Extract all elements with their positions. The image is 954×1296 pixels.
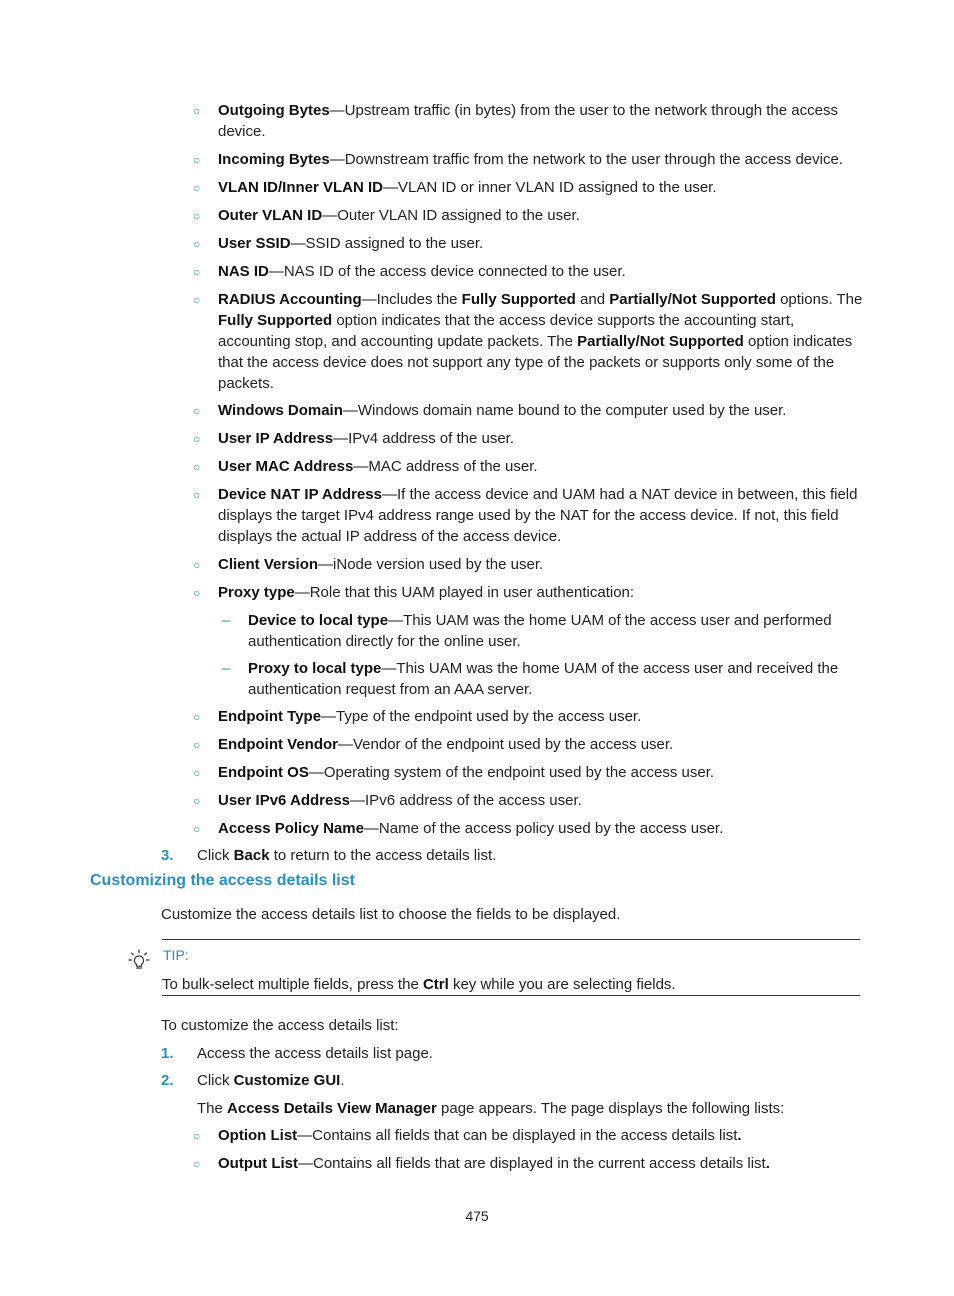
field-term: Incoming Bytes xyxy=(218,151,330,168)
field-term: User SSID xyxy=(218,235,291,252)
intro-paragraph: Customize the access details list to choose the fields to be displayed. xyxy=(161,906,621,923)
field-desc: —Includes the xyxy=(361,291,462,308)
field-term: Outgoing Bytes xyxy=(218,102,330,119)
field-term: Client Version xyxy=(218,556,319,573)
list-item xyxy=(0,177,954,198)
field-term: Device NAT IP Address xyxy=(218,486,382,503)
sub-list-item xyxy=(0,610,954,652)
circle-bullet-icon: ○ xyxy=(193,104,201,118)
tip-top-rule xyxy=(162,939,860,940)
field-term: RADIUS Accounting xyxy=(218,291,362,308)
field-term: Endpoint Vendor xyxy=(218,736,338,753)
field-term: Access Policy Name xyxy=(218,820,364,837)
field-desc: —Outer VLAN ID assigned to the user. xyxy=(322,207,580,224)
field-desc: —Name of the access policy used by the access user. xyxy=(363,820,724,837)
field-term: Output List xyxy=(218,1155,298,1172)
step-text: Click xyxy=(197,1072,234,1089)
option-name: Fully Supported xyxy=(218,312,333,329)
circle-bullet-icon: ○ xyxy=(193,404,201,418)
field-desc: —Windows domain name bound to the computer used by the user. xyxy=(342,402,787,419)
step-number: 1. xyxy=(161,1045,174,1062)
field-desc: —Type of the endpoint used by the access user. xyxy=(321,708,642,725)
page-number: 475 xyxy=(465,1208,489,1224)
tip-bottom-rule xyxy=(162,995,860,996)
field-desc: option indicates that the access device does not support any type of the packets or supports only some of the packets. xyxy=(218,333,853,392)
list-item xyxy=(0,233,954,254)
list-item xyxy=(0,1153,954,1174)
field-desc: —iNode version used by the user. xyxy=(318,556,544,573)
period: . xyxy=(765,1155,770,1172)
field-term: Endpoint OS xyxy=(218,764,309,781)
list-item xyxy=(0,818,954,839)
list-item xyxy=(0,554,954,575)
step-number: 2. xyxy=(161,1072,174,1089)
field-term: Windows Domain xyxy=(218,402,343,419)
sub-list-item xyxy=(0,658,954,700)
circle-bullet-icon: ○ xyxy=(193,153,201,167)
step-text: Access the access details list page. xyxy=(197,1045,433,1062)
procedure-intro: To customize the access details list: xyxy=(161,1017,399,1034)
field-desc: —Downstream traffic from the network to the user through the access device. xyxy=(329,151,843,168)
field-desc: —MAC address of the user. xyxy=(353,458,538,475)
tip-text-part: key while you are selecting fields. xyxy=(448,976,676,993)
circle-bullet-icon: ○ xyxy=(193,558,201,572)
bullet-list-top xyxy=(0,100,954,866)
field-desc: and xyxy=(575,291,610,308)
circle-bullet-icon: ○ xyxy=(193,181,201,195)
list-item xyxy=(0,484,954,547)
page-name: Access Details View Manager xyxy=(227,1100,437,1117)
field-desc: —VLAN ID or inner VLAN ID assigned to the user. xyxy=(383,179,717,196)
field-term: Proxy type xyxy=(218,584,295,601)
circle-bullet-icon: ○ xyxy=(193,586,201,600)
field-desc: —If the access device and UAM had a NAT device in between, this field displays the target IPv4 address range used by the NAT for the access device. If not, this field displays the actual IP address of the access device. xyxy=(218,486,858,545)
step-text: Click xyxy=(197,847,234,864)
circle-bullet-icon: ○ xyxy=(193,794,201,808)
field-term: VLAN ID/Inner VLAN ID xyxy=(218,179,384,196)
step-text: The xyxy=(197,1100,228,1117)
button-name: Customize GUI xyxy=(233,1072,341,1089)
step-text: to return to the access details list. xyxy=(269,847,497,864)
list-item xyxy=(0,734,954,755)
tip-label: TIP: xyxy=(163,947,189,963)
step-number: 3. xyxy=(161,847,174,864)
circle-bullet-icon: ○ xyxy=(193,209,201,223)
field-term: NAS ID xyxy=(218,263,269,280)
list-item-radius-accounting xyxy=(0,289,954,394)
field-desc: —SSID assigned to the user. xyxy=(290,235,484,252)
section-heading: Customizing the access details list xyxy=(90,872,355,889)
field-desc: option indicates that the access device supports the accounting start, accounting stop, and accounting update packets. The xyxy=(218,312,795,350)
field-desc: —IPv4 address of the user. xyxy=(333,430,514,447)
list-item xyxy=(0,149,954,170)
circle-bullet-icon: ○ xyxy=(193,766,201,780)
circle-bullet-icon: ○ xyxy=(193,237,201,251)
field-term: User IP Address xyxy=(218,430,334,447)
field-desc: —NAS ID of the access device connected to the user. xyxy=(268,263,626,280)
step-2-description xyxy=(0,1098,954,1119)
field-term: Endpoint Type xyxy=(218,708,322,725)
field-desc: —This UAM was the home UAM of the access user and received the authentication request from an AAA server. xyxy=(248,660,839,698)
step-1 xyxy=(0,1043,954,1064)
option-name: Partially/Not Supported xyxy=(609,291,776,308)
field-desc: —Operating system of the endpoint used by the access user. xyxy=(308,764,715,781)
field-desc: —IPv6 address of the access user. xyxy=(350,792,582,809)
field-term: User IPv6 Address xyxy=(218,792,351,809)
field-term: Proxy to local type xyxy=(248,660,382,677)
field-desc: —This UAM was the home UAM of the access user and performed authentication directly for the online user. xyxy=(248,612,832,650)
step-3 xyxy=(0,845,954,866)
option-name: Partially/Not Supported xyxy=(577,333,744,350)
key-name: Ctrl xyxy=(422,976,449,993)
circle-bullet-icon: ○ xyxy=(193,432,201,446)
field-term: Outer VLAN ID xyxy=(218,207,323,224)
procedure-steps xyxy=(0,1043,954,1174)
circle-bullet-icon: ○ xyxy=(193,460,201,474)
step-text: page appears. The page displays the following lists: xyxy=(436,1100,785,1117)
field-desc: —Contains all fields that can be displayed in the access details list xyxy=(297,1127,738,1144)
field-desc: —Role that this UAM played in user authentication: xyxy=(294,584,635,601)
field-desc: —Upstream traffic (in bytes) from the user to the network through the access device. xyxy=(218,102,838,140)
list-item xyxy=(0,706,954,727)
field-desc: options. The xyxy=(775,291,863,308)
step-text: . xyxy=(340,1072,345,1089)
step-2 xyxy=(0,1070,954,1091)
list-item xyxy=(0,456,954,477)
circle-bullet-icon: ○ xyxy=(193,822,201,836)
list-item xyxy=(0,261,954,282)
field-term: Device to local type xyxy=(248,612,389,629)
circle-bullet-icon: ○ xyxy=(193,1129,201,1143)
list-item xyxy=(0,582,954,603)
option-name: Fully Supported xyxy=(461,291,576,308)
list-item xyxy=(0,100,954,142)
field-term: Option List xyxy=(218,1127,298,1144)
field-term: User MAC Address xyxy=(218,458,354,475)
button-name: Back xyxy=(233,847,270,864)
circle-bullet-icon: ○ xyxy=(193,265,201,279)
dash-bullet-icon: – xyxy=(222,612,231,629)
circle-bullet-icon: ○ xyxy=(193,1157,201,1171)
field-desc: —Contains all fields that are displayed in the current access details list xyxy=(297,1155,766,1172)
list-item xyxy=(0,400,954,421)
period: . xyxy=(737,1127,742,1144)
circle-bullet-icon: ○ xyxy=(193,293,201,307)
field-desc: —Vendor of the endpoint used by the access user. xyxy=(338,736,674,753)
circle-bullet-icon: ○ xyxy=(193,738,201,752)
list-item xyxy=(0,790,954,811)
list-item xyxy=(0,762,954,783)
tip-text xyxy=(162,974,676,995)
lightbulb-icon xyxy=(126,947,152,973)
list-item xyxy=(0,428,954,449)
list-item xyxy=(0,1125,954,1146)
tip-text-part: To bulk-select multiple fields, press the xyxy=(162,976,423,993)
circle-bullet-icon: ○ xyxy=(193,710,201,724)
list-item xyxy=(0,205,954,226)
dash-bullet-icon: – xyxy=(222,660,231,677)
circle-bullet-icon: ○ xyxy=(193,488,201,502)
